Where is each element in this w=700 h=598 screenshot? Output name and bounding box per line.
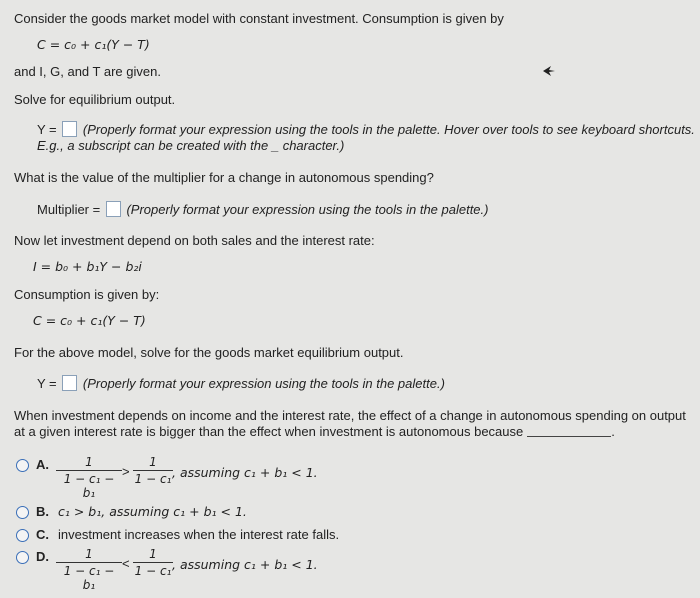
option-d-letter: D. <box>36 549 49 564</box>
option-c-letter: C. <box>36 527 49 542</box>
investment-equation: I = b₀ + b₁Y − b₂i <box>33 259 142 274</box>
answer-row-1 <box>37 121 695 137</box>
option-a-operator: > <box>122 464 130 479</box>
consumption-equation: C = c₀ + c₁(Y − T) <box>37 37 150 52</box>
hint-text-1b: E.g., a subscript can be created with the _ character.) <box>37 138 345 153</box>
solve-prompt: Solve for equilibrium output. <box>14 92 176 107</box>
option-d-condition: , assuming c₁ + b₁ < 1. <box>172 557 318 572</box>
multiplier-input[interactable] <box>106 201 121 217</box>
option-d-fraction-1: 1 1 − c₁ − b₁ <box>56 547 122 592</box>
consumption-equation-2: C = c₀ + c₁(Y − T) <box>33 313 146 328</box>
multiplier-question: What is the value of the multiplier for a change in autonomous spending? <box>14 170 434 185</box>
option-a-condition: , assuming c₁ + b₁ < 1. <box>172 465 318 480</box>
multiplier-label: Multiplier = <box>37 202 101 217</box>
option-a-fraction-2: 1 1 − c₁ <box>134 455 172 486</box>
option-a-fraction-1: 1 1 − c₁ − b₁ <box>56 455 122 500</box>
option-c-radio[interactable] <box>16 529 29 542</box>
answer-row-2 <box>37 375 445 391</box>
option-b-text: c₁ > b₁, assuming c₁ + b₁ < 1. <box>58 504 247 519</box>
consumption-intro: Consumption is given by: <box>14 287 160 302</box>
option-c-text: investment increases when the interest rate falls. <box>58 527 340 542</box>
given-text: and I, G, and T are given. <box>14 64 161 79</box>
option-a-letter: A. <box>36 457 49 472</box>
cursor-arrow-icon <box>542 65 556 77</box>
option-d-operator: < <box>122 556 130 571</box>
intro-text: Consider the goods market model with constant investment. Consumption is given by <box>14 11 504 26</box>
option-b-radio[interactable] <box>16 506 29 519</box>
question-line-2: at a given interest rate is bigger than the effect when investment is autonomous because . <box>14 424 615 439</box>
solve-prompt-2: For the above model, solve for the goods market equilibrium output. <box>14 345 404 360</box>
y-label: Y = <box>37 122 57 137</box>
option-d-radio[interactable] <box>16 551 29 564</box>
option-b-letter: B. <box>36 504 49 519</box>
multiplier-row <box>37 201 488 217</box>
answer-blank <box>527 425 611 437</box>
y-label-2: Y = <box>37 376 57 391</box>
hint-text-1: (Properly format your expression using the tools in the palette. Hover over tools to see keyboard shortcuts. <box>82 122 695 137</box>
answer-input-2[interactable] <box>62 375 77 391</box>
hint-text-2: (Properly format your expression using the tools in the palette.) <box>126 202 489 217</box>
hint-text-3: (Properly format your expression using the tools in the palette.) <box>82 376 445 391</box>
investment-intro: Now let investment depend on both sales and the interest rate: <box>14 233 375 248</box>
question-line-1: When investment depends on income and the interest rate, the effect of a change in autonomous spending on output <box>14 408 686 423</box>
option-d-fraction-2: 1 1 − c₁ <box>134 547 172 578</box>
answer-input-1[interactable] <box>62 121 77 137</box>
option-a-radio[interactable] <box>16 459 29 472</box>
